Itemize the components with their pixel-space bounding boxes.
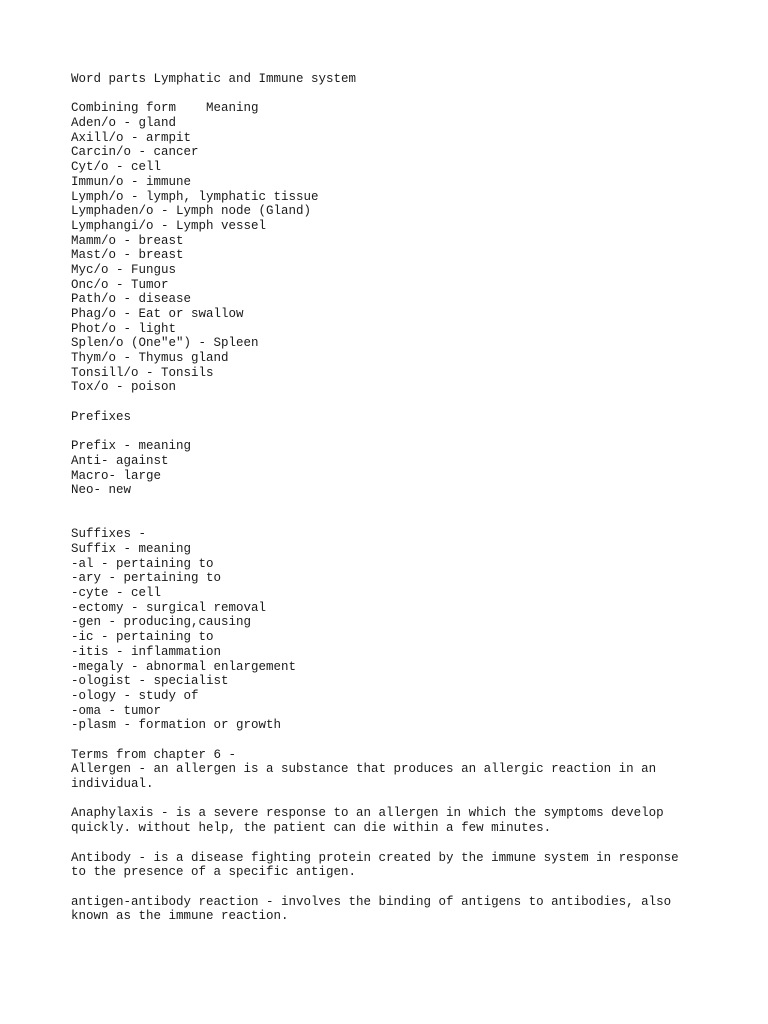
combining-form-item: Splen/o (One"e") - Spleen	[71, 336, 259, 351]
combining-form-item: Phot/o - light	[71, 321, 177, 336]
spacer	[71, 880, 711, 895]
suffix-item: -ology - study of	[71, 688, 199, 703]
suffix-item: -cyte - cell	[71, 586, 162, 601]
combining-form-item: Immun/o - immune	[71, 174, 192, 189]
suffix-item: -gen - producing,causing	[71, 615, 252, 630]
prefix-item: Neo- new	[71, 483, 132, 498]
combining-form-item: Lymphangi/o - Lymph vessel	[71, 218, 267, 233]
suffix-item: -al - pertaining to	[71, 556, 214, 571]
combining-form-item: Mast/o - breast	[71, 248, 184, 263]
suffix-item: -ologist - specialist	[71, 674, 229, 689]
suffix-item: -ectomy - surgical removal	[71, 600, 267, 615]
combining-form-item: Phag/o - Eat or swallow	[71, 307, 244, 321]
suffixes-heading: Suffixes -	[71, 527, 147, 542]
combining-form-item: Carcin/o - cancer	[71, 145, 199, 160]
spacer	[71, 836, 711, 851]
spacer	[71, 792, 711, 807]
suffix-item: -megaly - abnormal enlargement	[71, 659, 297, 674]
combining-form-item: Axill/o - armpit	[71, 130, 192, 145]
combining-form-item: Onc/o - Tumor	[71, 277, 169, 292]
spacer	[71, 733, 711, 748]
combining-form-item: Mamm/o - breast	[71, 233, 184, 248]
combining-form-header: Combining form Meaning	[71, 101, 259, 116]
terms-heading: Terms from chapter 6 -	[71, 747, 237, 762]
combining-form-item: Lymphaden/o - Lymph node (Gland)	[71, 204, 312, 219]
suffix-item: -ic - pertaining to	[71, 630, 214, 645]
suffix-header: Suffix - meaning	[71, 542, 192, 556]
term-definition: antigen-antibody reaction - involves the binding of antigens to antibodies, also known as the immune reaction.	[71, 894, 672, 924]
prefix-item: Anti- against	[71, 453, 169, 468]
suffix-item: -itis - inflammation	[71, 644, 222, 659]
prefix-header: Prefix - meaning	[71, 439, 192, 454]
document-page	[71, 72, 711, 924]
spacer	[71, 87, 711, 102]
suffix-item: -oma - tumor	[71, 703, 162, 718]
combining-form-item: Path/o - disease	[71, 292, 192, 307]
prefix-item: Macro- large	[71, 468, 162, 483]
combining-form-item: Tox/o - poison	[71, 380, 177, 395]
combining-form-item: Cyt/o - cell	[71, 160, 162, 175]
spacer	[71, 513, 711, 528]
term-definition: Anaphylaxis - is a severe response to an allergen in which the symptoms develop quickly. without help, the patient can die within a few minutes.	[71, 806, 664, 836]
term-definition: Allergen - an allergen is a substance that produces an allergic reaction in an individual.	[71, 762, 657, 792]
suffix-item: -ary - pertaining to	[71, 571, 222, 586]
term-definition: Antibody - is a disease fighting protein created by the immune system in response to the presence of a specific antigen.	[71, 850, 679, 880]
combining-form-item: Tonsill/o - Tonsils	[71, 365, 214, 380]
combining-form-item: Myc/o - Fungus	[71, 262, 177, 277]
combining-form-item: Lymph/o - lymph, lymphatic tissue	[71, 189, 319, 204]
spacer	[71, 425, 711, 440]
document-title: Word parts Lymphatic and Immune system	[71, 72, 357, 86]
spacer	[71, 395, 711, 410]
combining-form-item: Thym/o - Thymus gland	[71, 351, 229, 366]
combining-form-item: Aden/o - gland	[71, 116, 177, 131]
prefixes-heading: Prefixes	[71, 409, 132, 424]
spacer	[71, 498, 711, 513]
suffix-item: -plasm - formation or growth	[71, 718, 282, 733]
